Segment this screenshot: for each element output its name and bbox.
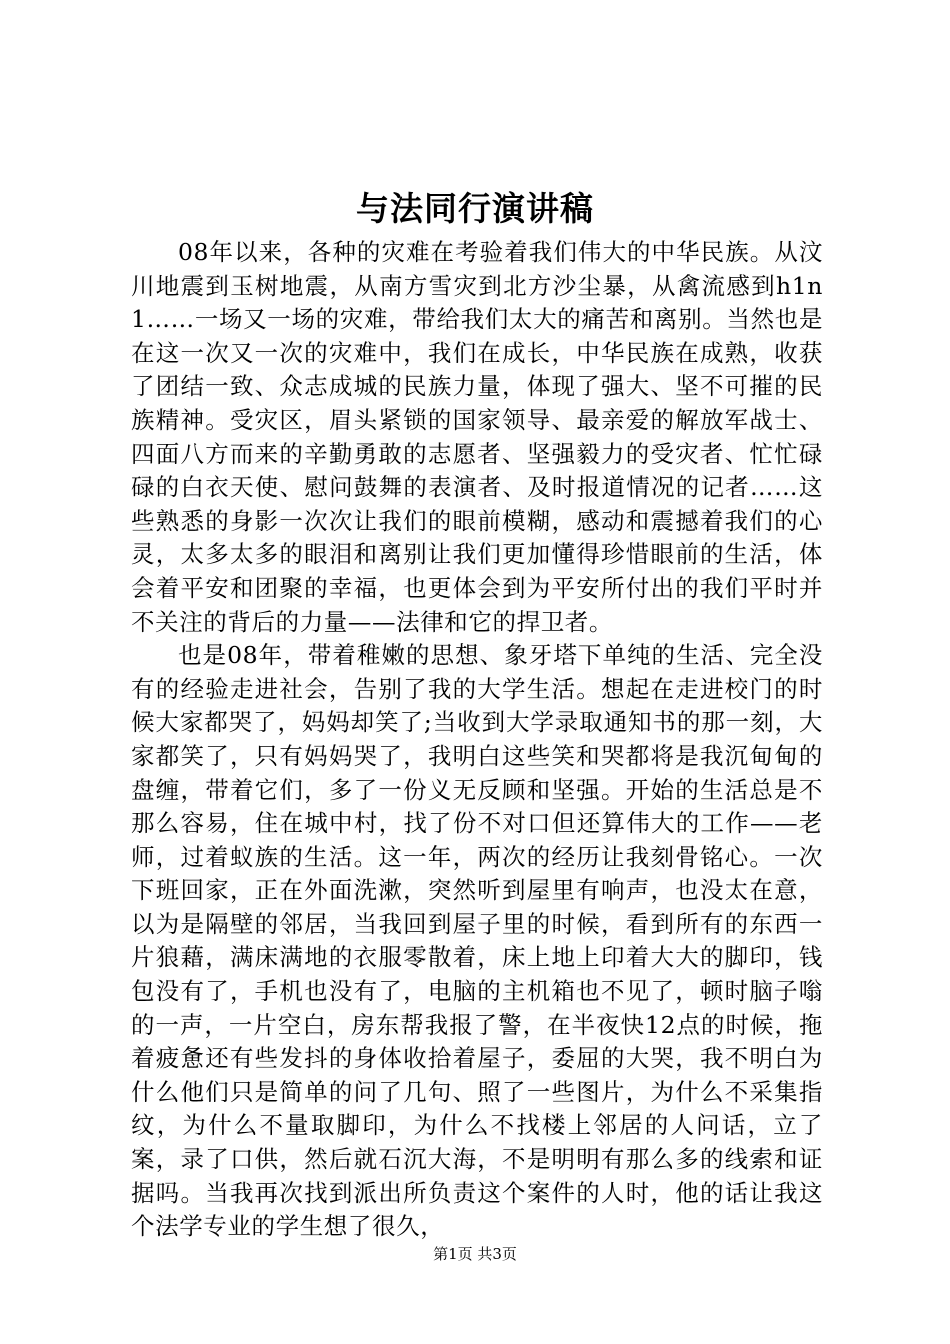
paragraph-1: 08年以来，各种的灾难在考验着我们伟大的中华民族。从汶川地震到玉树地震，从南方雪灾到北方沙尘暴，从禽流感到h1n1……一场又一场的灾难，带给我们太大的痛苦和离别。当然也是在这一次又一次的灾难中，我们在成长，中华民族在成熟，收获了团结一致、众志成城的民族力量，体现了强大、坚不可摧的民族精神。受灾区，眉头紧锁的国家领导、最亲爱的解放军战士、四面八方而来的辛勤勇敢的志愿者、坚强毅力的受灾者、忙忙碌碌的白衣天使、慰问鼓舞的表演者、及时报道情况的记者……这些熟悉的身影一次次让我们的眼前模糊，感动和震撼着我们的心灵，太多太多的眼泪和离别让我们更加懂得珍惜眼前的生活，体会着平安和团聚的幸福，也更体会到为平安所付出的我们平时并不关注的背后的力量——法律和它的捍卫者。 xyxy=(131,238,823,636)
paragraph-2: 也是08年，带着稚嫩的思想、象牙塔下单纯的生活、完全没有的经验走进社会，告别了我的大学生活。想起在走进校门的时候大家都哭了，妈妈却笑了;当收到大学录取通知书的那一刻，大家都笑了，只有妈妈哭了，我明白这些笑和哭都将是我沉甸甸的盘缠，带着它们，多了一份义无反顾和坚强。开始的生活总是不那么容易，住在城中村，找了份不对口但还算伟大的工作——老师，过着蚁族的生活。这一年，两次的经历让我刻骨铭心。一次下班回家，正在外面洗漱，突然听到屋里有响声，也没太在意，以为是隔壁的邻居，当我回到屋子里的时候，看到所有的东西一片狼藉，满床满地的衣服零散着，床上地上印着大大的脚印，钱包没有了，手机也没有了，电脑的主机箱也不见了，顿时脑子嗡的一声，一片空白，房东帮我报了警，在半夜快12点的时候，拖着疲惫还有些发抖的身体收拾着屋子，委屈的大哭，我不明白为什么他们只是简单的问了几句、照了一些图片，为什么不采集指纹，为什么不量取脚印，为什么不找楼上邻居的人问话，立了案，录了口供，然后就石沉大海，不是明明有那么多的线索和证据吗。当我再次找到派出所负责这个案件的人时，他的话让我这个法学专业的学生想了很久， xyxy=(131,641,823,1241)
document-title: 与法同行演讲稿 xyxy=(356,189,594,228)
page-footer: 第1页 共3页 xyxy=(433,1245,517,1263)
document-body xyxy=(131,236,823,1244)
